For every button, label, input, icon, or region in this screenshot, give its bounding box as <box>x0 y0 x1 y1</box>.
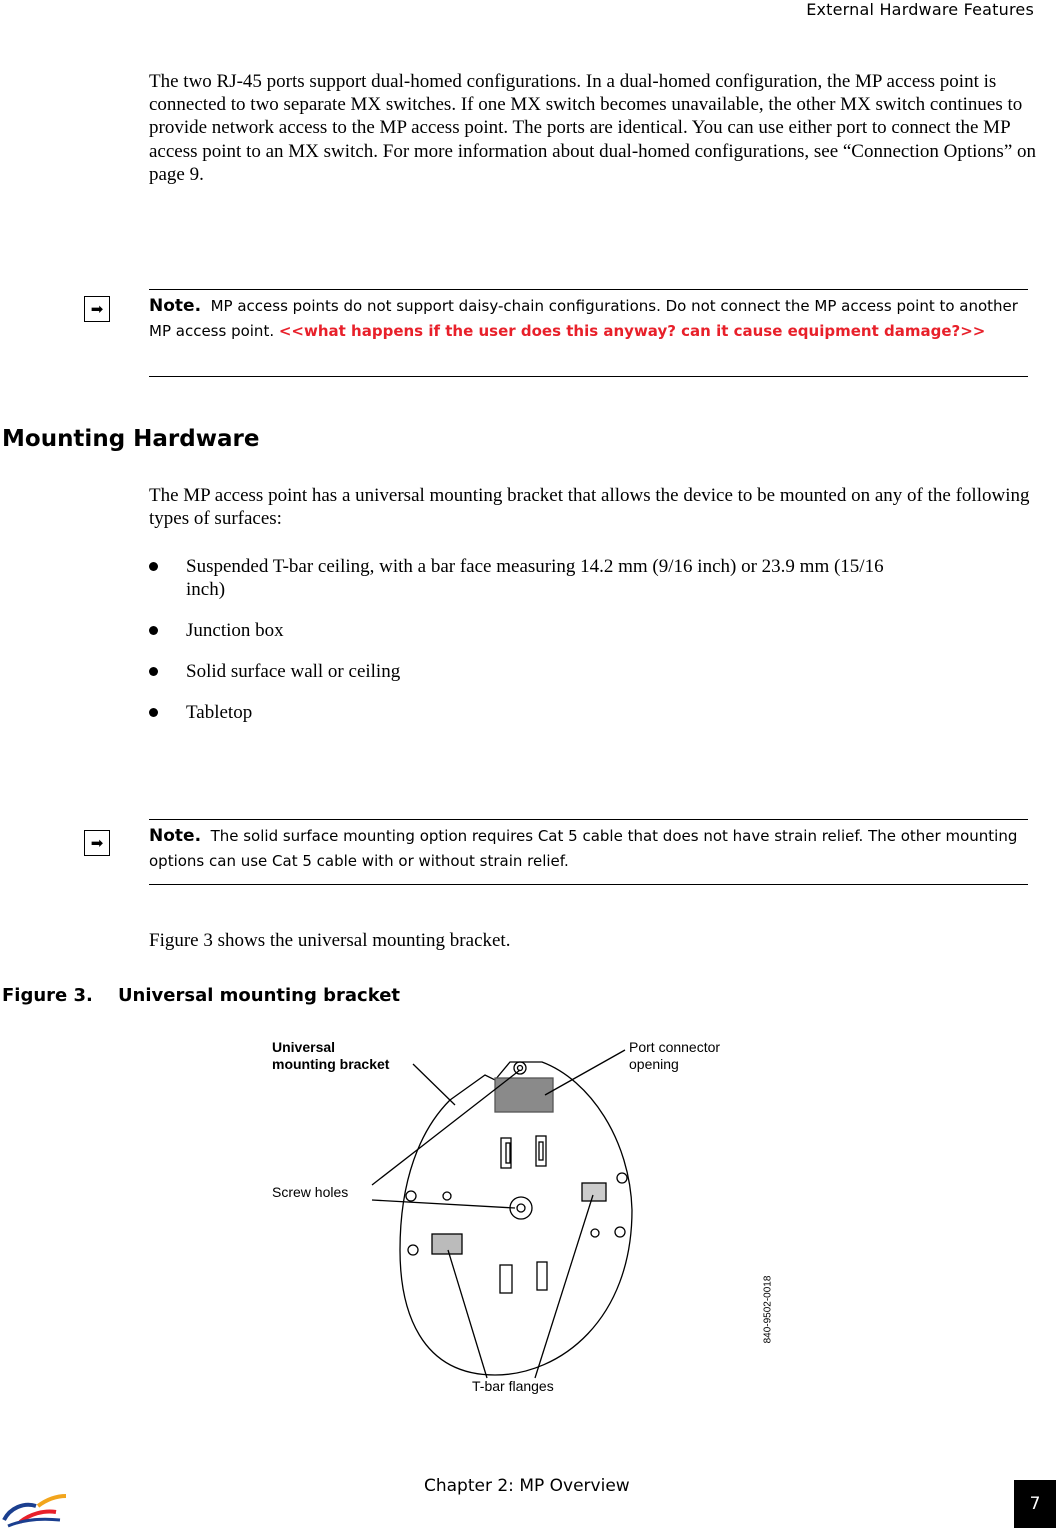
list-item: Solid surface wall or ceiling <box>149 660 889 683</box>
figure-caption: Figure 3. Universal mounting bracket <box>2 985 401 1006</box>
note-arrow-icon: ➡ <box>84 296 110 322</box>
list-item: Suspended T-bar ceiling, with a bar face measuring 14.2 mm (9/16 inch) or 23.9 mm (15/16 inch) <box>149 555 889 601</box>
company-logo-icon <box>0 1486 70 1528</box>
intro-paragraph: The two RJ-45 ports support dual-homed configurations. In a dual-homed configuration, the MP access point is connected to two separate MX switches. If one MX switch becomes unavailable, the other MX switch continues to provide network access to the MP access point. The ports are identical. You can use either port to connect the MP access point to an MX switch. For more information about dual-homed configurations, see “Connection Options” on page 9. <box>149 71 1037 185</box>
figure-reference: Figure 3 shows the universal mounting bracket. <box>149 930 511 951</box>
note-arrow-icon: ➡ <box>84 830 110 856</box>
note-2-label: Note. <box>149 826 202 846</box>
port-opening-label: Port connector opening <box>629 1039 721 1072</box>
part-number-label: 840-9502-0018 <box>762 1275 774 1344</box>
note-2-text: The solid surface mounting option requires Cat 5 cable that does not have strain relief. The other mounting options can use Cat 5 cable with or without strain relief. <box>149 827 1018 870</box>
section-paragraph: The MP access point has a universal mounting bracket that allows the device to be mounted on any of the following types of surfaces: <box>149 485 1030 530</box>
note-1-text: MP access points do not support daisy-chain configurations. Do not connect the MP access point to another MP access point. <box>149 297 1018 340</box>
list-item: Tabletop <box>149 701 889 724</box>
screw-holes-label: Screw holes <box>272 1184 349 1200</box>
bracket-label: Universal mounting bracket <box>272 1039 390 1072</box>
tbar-flanges-label: T-bar flanges <box>472 1378 554 1394</box>
list-item: Junction box <box>149 619 889 642</box>
note-1-label: Note. <box>149 296 202 316</box>
running-header: External Hardware Features <box>806 0 1034 19</box>
page-number: 7 <box>1014 1480 1056 1528</box>
footer-chapter: Chapter 2: MP Overview <box>424 1476 630 1496</box>
note-1-editor-comment: <<what happens if the user does this anyway? can it cause equipment damage?>> <box>278 322 986 340</box>
section-heading: Mounting Hardware <box>2 426 260 452</box>
